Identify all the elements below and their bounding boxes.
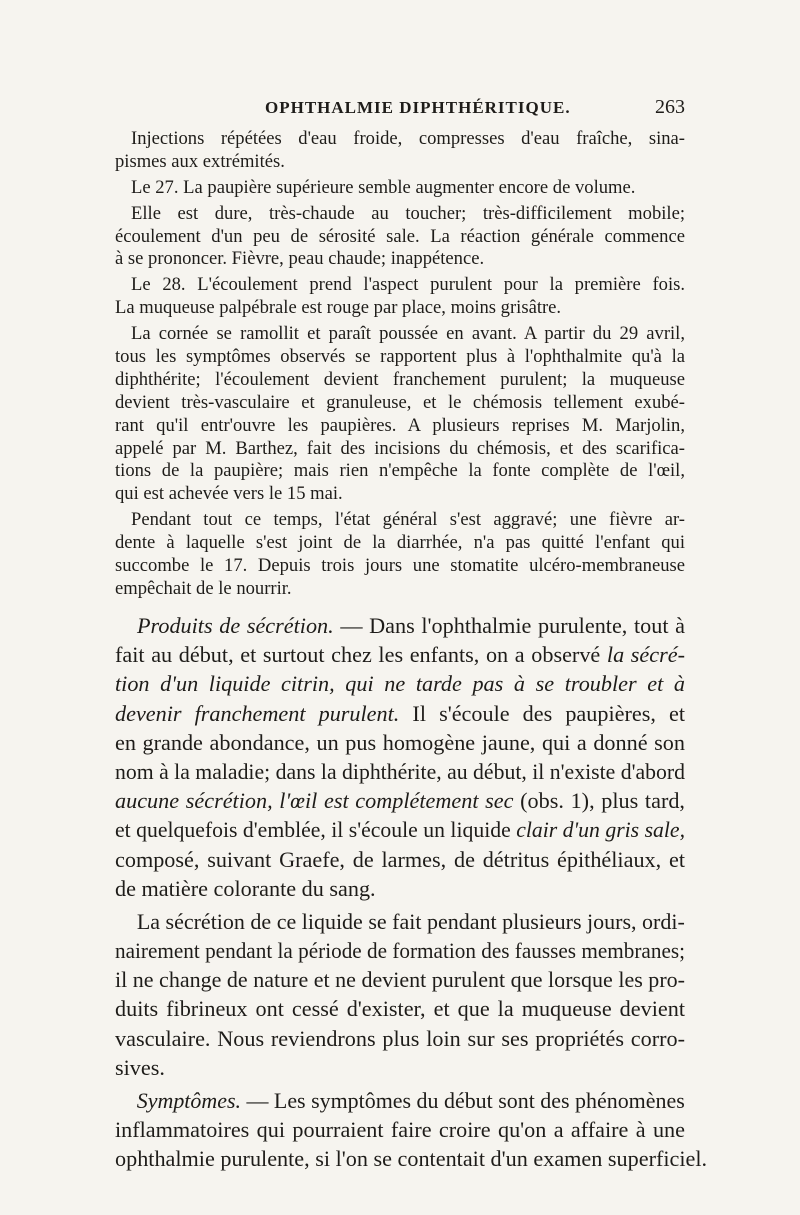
text-line: devient très-vasculaire et granuleuse, et le chémosis tellement exubé- <box>115 391 685 413</box>
text-line: tion d'un liquide citrin, qui ne tarde pas à se troubler et à <box>115 671 685 697</box>
text-line: inflammatoires qui pourraient faire croire qu'on a affaire à une <box>115 1117 685 1143</box>
text-line: tous les symptômes observés se rapportent plus à l'ophthalmite qu'à la <box>115 346 685 368</box>
text-line: La sécrétion de ce liquide se fait pendant plusieurs jours, ordi- <box>136 908 685 934</box>
paragraph <box>115 177 685 200</box>
text-line: en grande abondance, un pus homogène jaune, qui a donné son <box>115 729 685 755</box>
text-line: écoulement d'un peu de sérosité sale. La réaction générale commence <box>115 225 685 247</box>
running-header <box>115 98 685 124</box>
text-line: et quelquefois d'emblée, il s'écoule un liquide clair d'un gris sale, <box>115 817 685 843</box>
text-line: Produits de sécrétion. — Dans l'ophthalmie purulente, tout à <box>137 613 685 638</box>
text-line: duits fibrineux ont cessé d'exister, et que la muqueuse devient <box>115 996 685 1022</box>
paragraph <box>115 128 685 174</box>
text-line: rant qu'il entr'ouvre les paupières. A plusieurs reprises M. Marjolin, <box>115 414 685 436</box>
text-line: composé, suivant Graefe, de larmes, de détritus épithéliaux, et <box>115 846 685 872</box>
paragraph <box>115 323 685 506</box>
paragraph <box>115 907 685 1082</box>
text-line: succombe le 17. Depuis trois jours une stomatite ulcéro-membraneuse <box>115 555 685 577</box>
text-line: La cornée se ramollit et paraît poussée en avant. A partir du 29 avril, <box>131 323 685 345</box>
text-line: nairement pendant la période de formation des fausses membranes; <box>115 938 685 964</box>
text-line: Pendant tout ce temps, l'état général s'est aggravé; une fièvre ar- <box>131 509 685 531</box>
text-line: à se prononcer. Fièvre, peau chaude; inappétence. <box>115 248 485 270</box>
text-line: aucune sécrétion, l'œil est complétement sec (obs. 1), plus tard, <box>115 788 685 814</box>
main-body-text <box>115 611 708 1174</box>
paragraph <box>115 274 685 320</box>
text-line: Symptômes. — Les symptômes du début sont des phénomènes <box>136 1088 685 1113</box>
text-line: vasculaire. Nous reviendrons plus loin sur ses propriétés corro- <box>115 1025 685 1051</box>
text-line: dente à laquelle s'est joint de la diarrhée, n'a pas quitté l'enfant qui <box>115 532 685 554</box>
text-line: Injections répétées d'eau froide, compresses d'eau fraîche, sina- <box>131 128 685 149</box>
paragraph <box>115 611 685 903</box>
text-line: appelé par M. Barthez, fait des incisions du chémosis, et des scarifica- <box>115 437 685 459</box>
paragraph <box>115 1086 708 1174</box>
text-line: qui est achevée vers le 15 mai. <box>115 483 343 505</box>
text-line: devenir franchement purulent. Il s'écoule des paupières, et <box>115 700 685 726</box>
text-line: nom à la maladie; dans la diphthérite, au début, il n'existe d'abord <box>115 758 685 784</box>
text-line: sives. <box>115 1054 165 1080</box>
text-line: Elle est dure, très-chaude au toucher; très-difficilement mobile; <box>131 202 685 224</box>
text-line: La muqueuse palpébrale est rouge par place, moins grisâtre. <box>115 297 562 319</box>
text-line: pismes aux extrémités. <box>115 150 285 172</box>
text-line: diphthérite; l'écoulement devient franchement purulent; la muqueuse <box>115 368 685 390</box>
text-line: Le 27. La paupière supérieure semble augmenter encore de volume. <box>131 176 636 198</box>
case-observation-text <box>115 128 685 601</box>
text-line: empêchait de le nourrir. <box>115 577 292 599</box>
page-number: 263 <box>655 96 685 118</box>
text-line: ophthalmie purulente, si l'on se contentait d'un examen superficiel. <box>115 1146 708 1172</box>
paragraph <box>115 509 685 601</box>
paragraph <box>115 203 685 272</box>
text-line: fait au début, et surtout chez les enfants, on a observé la sécré- <box>115 642 685 668</box>
text-line: tions de la paupière; mais rien n'empêche la fonte complète de l'œil, <box>115 460 685 482</box>
running-title: OPHTHALMIE DIPHTHÉRITIQUE. <box>265 98 571 117</box>
text-line: il ne change de nature et ne devient purulent que lorsque les pro- <box>115 967 685 993</box>
text-line: de matière colorante du sang. <box>115 875 376 901</box>
text-line: Le 28. L'écoulement prend l'aspect purulent pour la première fois. <box>131 274 685 296</box>
